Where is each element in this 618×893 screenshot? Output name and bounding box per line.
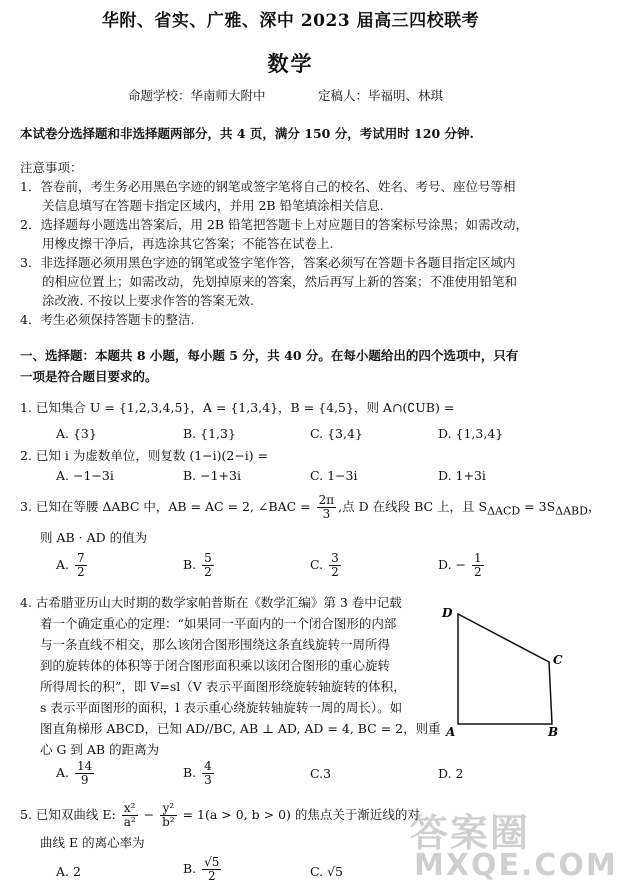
watermark-logo (410, 802, 618, 888)
q3-subscript: ΔACD (487, 504, 521, 518)
reviewers: 定稿人：毕福明、林琪 (318, 88, 444, 103)
vertex-label-c: C (553, 653, 563, 667)
fraction-denominator: a² (123, 815, 136, 829)
q4-option-d: D. 2 (438, 766, 464, 781)
option-fraction (202, 760, 214, 787)
q3-subscript: ΔABD (555, 504, 588, 518)
fraction-denominator: 3 (322, 507, 331, 521)
fraction-denominator: b² (162, 815, 175, 829)
section-heading-cont: 一项是符合题目要求的。 (20, 369, 158, 384)
fraction-denominator: 2 (207, 869, 216, 883)
q3-angle-fraction (317, 494, 337, 521)
q3-option-a (56, 552, 89, 579)
watermark-text: 答案圈 (410, 811, 531, 855)
option-label: B. (183, 557, 197, 572)
fraction-denominator: 9 (80, 773, 89, 787)
note-line: 的相应位置上；如需改动，先划掉原来的答案，然后再写上新的答案；不准使用铅笔和 (42, 274, 518, 289)
option-fraction (202, 856, 221, 883)
q3-stem-part: ， (587, 499, 601, 514)
option-label: C. (310, 557, 324, 572)
fraction-numerator: 3 (331, 551, 339, 565)
question-4-line: 图直角梯形 ABCD，已知 AD//BC, AB ⊥ AD, AD = 4, BC = 2，则重 (40, 721, 441, 736)
q5-minus: − (143, 807, 155, 822)
fraction-numerator: 7 (77, 551, 85, 565)
note-line: 1．答卷前，考生务必用黑色字迹的钢笔或签字笔将自己的校名、姓名、考号、座位号等相 (20, 179, 516, 194)
q3-stem-part: 3. 已知在等腰 ΔABC 中，AB = AC = 2, ∠BAC = (20, 499, 311, 514)
q1-option-b: B. {1,3} (183, 426, 236, 441)
q4-option-a (56, 760, 96, 787)
fraction-numerator: 2π (318, 493, 335, 507)
q5-fraction-y (160, 802, 177, 829)
section-heading: 一、选择题：本题共 8 小题，每小题 5 分，共 40 分。在每小题给出的四个选项中，只有 (20, 348, 519, 363)
notes-heading: 注意事项： (20, 160, 83, 175)
option-fraction (472, 552, 484, 579)
fraction-numerator: √5 (204, 855, 220, 869)
fraction-numerator: y² (160, 802, 177, 816)
setter-school: 命题学校：华南师大附中 (128, 88, 266, 103)
q4-option-b (183, 760, 216, 787)
fraction-numerator: 5 (204, 551, 212, 565)
note-line: 4．考生必须保持答题卡的整洁. (20, 312, 195, 327)
q2-option-d: D. 1+3i (438, 468, 486, 483)
option-label: D. − (438, 557, 466, 572)
q4-option-c: C.3 (310, 766, 332, 781)
question-5-stem (20, 802, 420, 829)
option-fraction (75, 760, 94, 787)
trapezoid-figure (436, 600, 566, 740)
exam-title: 华附、省实、广雅、深中 2023 届高三四校联考 (101, 11, 480, 31)
q1-option-d: D. {1,3,4} (438, 426, 504, 441)
question-4-line: 着一个确定重心的定理：“如果同一平面内的一个闭合图形的内部 (40, 616, 397, 631)
intro-text: 本试卷分选择题和非选择题两部分，共 4 页，满分 150 分，考试用时 120 分钟. (20, 126, 474, 141)
q5-option-b (183, 856, 223, 883)
fraction-numerator: 1 (473, 551, 482, 565)
option-fraction (329, 552, 341, 579)
q2-option-a: A. −1−3i (56, 468, 114, 483)
vertex-label-b: B (548, 725, 559, 739)
question-4-line: s 表示平面图形的面积，l 表示重心绕旋转轴旋转一周的周长）。如 (40, 700, 403, 715)
question-2-stem: 2. 已知 i 为虚数单位，则复数 (1−i)(2−i) = (20, 448, 269, 463)
trapezoid-abcd (458, 614, 552, 724)
watermark-url: MXQE.COM (414, 848, 618, 883)
q5-fraction-x (122, 802, 138, 829)
vertex-label-d: D (442, 606, 453, 620)
option-label: A. (56, 557, 70, 572)
subject-title: 数学 (267, 51, 314, 76)
q3-option-c (310, 552, 343, 579)
option-label: B. (183, 861, 197, 876)
q1-option-a: A. {3} (56, 426, 97, 441)
fraction-numerator: 14 (77, 759, 93, 773)
question-4-line: 到的旋转体的体积等于闭合图形面积乘以该闭合图形的重心旋转 (40, 658, 391, 673)
q5-option-a: A. 2 (56, 864, 81, 879)
fraction-numerator: 4 (204, 759, 212, 773)
note-line: 用橡皮擦干净后，再选涂其它答案；不能答在试卷上. (42, 236, 334, 251)
q5-stem-part: 5. 已知双曲线 E: (20, 807, 116, 822)
q5-stem-part: = 1(a > 0, b > 0) 的焦点关于渐近线的对 (182, 807, 420, 822)
fraction-denominator: 2 (331, 565, 339, 579)
q2-option-c: C. 1−3i (310, 468, 358, 483)
question-4-line: 4. 古希腊亚历山大时期的数学家帕普斯在《数学汇编》第 3 卷中记载 (20, 595, 402, 610)
fraction-numerator: x² (122, 802, 138, 816)
fraction-denominator: 2 (204, 565, 212, 579)
question-4-line: 与一条直线不相交，那么该闭合图形围绕这条直线旋转一周所得 (40, 637, 391, 652)
vertex-label-a: A (446, 725, 456, 739)
option-label: B. (183, 765, 197, 780)
q2-option-b: B. −1+3i (183, 468, 241, 483)
fraction-denominator: 3 (204, 773, 212, 787)
question-3-line2: 则 AB · AD 的值为 (40, 530, 148, 545)
option-fraction (202, 552, 214, 579)
note-line: 2．选择题每小题选出答案后，用 2B 铅笔把答题卡上对应题目的答案标号涂黑；如需改动， (20, 217, 529, 232)
note-line: 涂改液. 不按以上要求作答的答案无效. (42, 293, 254, 308)
fraction-denominator: 2 (473, 565, 482, 579)
q3-option-b (183, 552, 216, 579)
question-1-stem: 1. 已知集合 U = {1,2,3,4,5}，A = {1,3,4}，B = {4,5}，则 A∩(∁UB) = (20, 400, 455, 415)
question-4-line: 心 G 到 AB 的距离为 (40, 742, 160, 757)
option-label: A. (56, 765, 70, 780)
q3-option-d (438, 552, 486, 579)
fraction-denominator: 2 (77, 565, 85, 579)
q1-option-c: C. {3,4} (310, 426, 363, 441)
question-5-line2: 曲线 E 的离心率为 (40, 835, 145, 850)
note-line: 3．非选择题必须用黑色字迹的钢笔或签字笔作答，答案必须写在答题卡各题目指定区域内 (20, 255, 516, 270)
note-line: 关信息填写在答题卡指定区域内，并用 2B 铅笔填涂相关信息. (42, 198, 384, 213)
q3-stem-part: ,点 D 在线段 BC 上，且 S (338, 499, 488, 514)
question-4-line: 所得周长的积”，即 V=sl（V 表示平面图形绕旋转轴旋转的体积， (40, 679, 406, 694)
option-fraction (75, 552, 87, 579)
question-3-stem (20, 494, 600, 521)
q5-option-c: C. √5 (310, 864, 343, 879)
q3-stem-part: = 3S (520, 499, 556, 514)
